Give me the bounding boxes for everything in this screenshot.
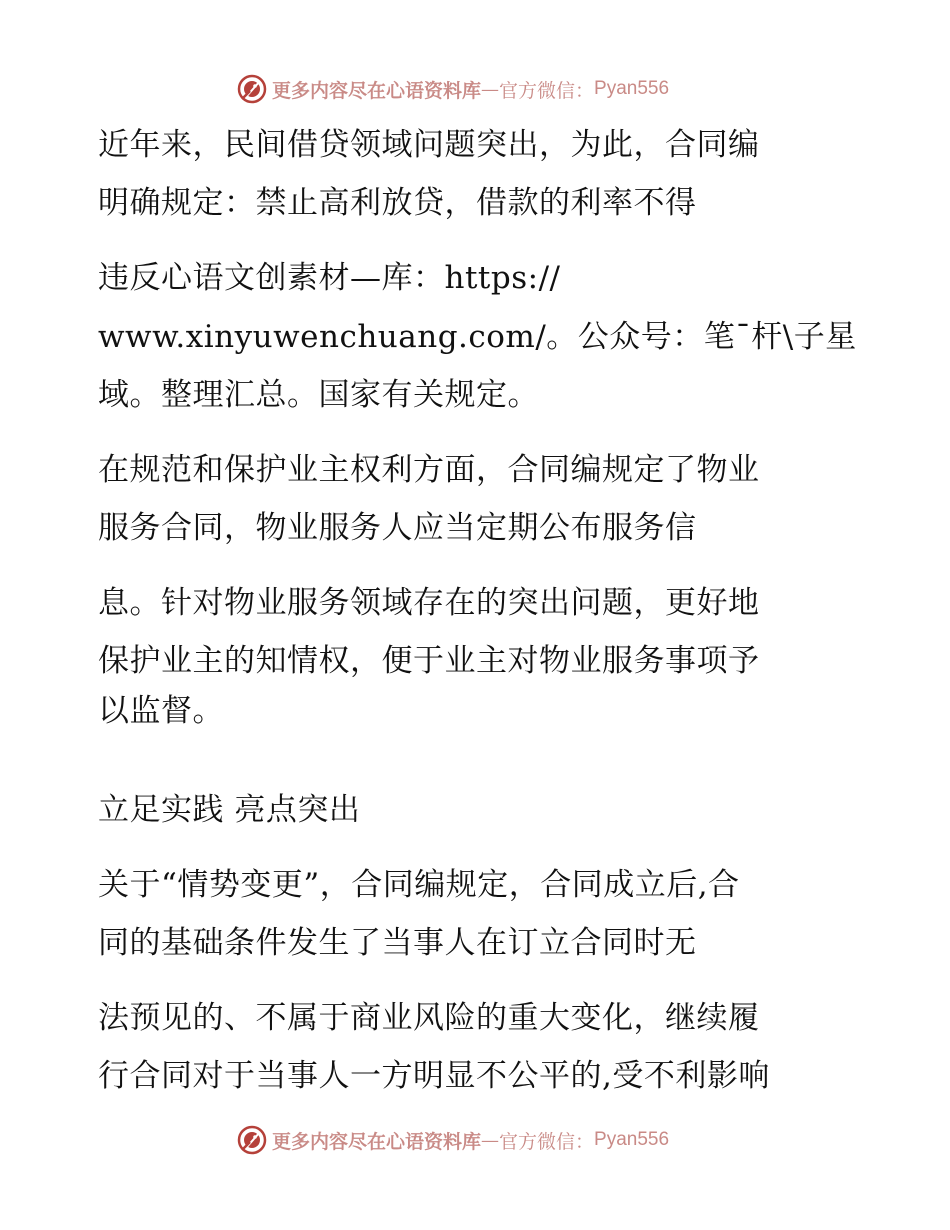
banner-wechat-id: Pyan556 bbox=[594, 1129, 670, 1150]
text-line: www.xinyuwenchuang.com/。公众号：笔¯杆\子星 bbox=[98, 319, 857, 355]
text-line: 行合同对于当事人一方明显不公平的,受不利影响 bbox=[98, 1058, 770, 1094]
banner-separator: — bbox=[481, 78, 500, 100]
text-line: 保护业主的知情权，便于业主对物业服务事项予 bbox=[98, 643, 760, 679]
footer-watermark-banner bbox=[236, 1123, 669, 1157]
text-line: 在规范和保护业主权利方面，合同编规定了物业 bbox=[98, 452, 760, 488]
text-line: 法预见的、不属于商业风险的重大变化，继续履 bbox=[98, 1000, 760, 1036]
text-line: 立足实践 亮点突出 bbox=[98, 792, 361, 828]
banner-wechat-id: Pyan556 bbox=[594, 78, 670, 99]
header-watermark-banner bbox=[236, 72, 669, 106]
text-line: 同的基础条件发生了当事人在订立合同时无 bbox=[98, 925, 697, 961]
text-line: 服务合同，物业服务人应当定期公布服务信 bbox=[98, 510, 697, 546]
banner-wechat-label: 官方微信： bbox=[499, 79, 595, 102]
text-line: 明确规定：禁止高利放贷，借款的利率不得 bbox=[98, 185, 697, 221]
text-line: 近年来，民间借贷领域问题突出，为此，合同编 bbox=[98, 127, 760, 163]
banner-separator: — bbox=[481, 1129, 500, 1151]
banner-wechat-label: 官方微信： bbox=[499, 1130, 595, 1153]
text-line: 以监督。 bbox=[98, 693, 224, 729]
text-line: 域。整理汇总。国家有关规定。 bbox=[98, 377, 539, 413]
pen-nib-logo-icon bbox=[236, 73, 268, 105]
text-line: 违反心语文创素材—库：https:// bbox=[98, 260, 561, 296]
text-line: 关于“情势变更”，合同编规定，合同成立后,合 bbox=[98, 867, 740, 903]
text-line: 息。针对物业服务领域存在的突出问题，更好地 bbox=[98, 585, 760, 621]
banner-main-text: 更多内容尽在心语资料库 bbox=[272, 1130, 482, 1153]
pen-nib-logo-icon bbox=[236, 1124, 268, 1156]
banner-main-text: 更多内容尽在心语资料库 bbox=[272, 79, 482, 102]
